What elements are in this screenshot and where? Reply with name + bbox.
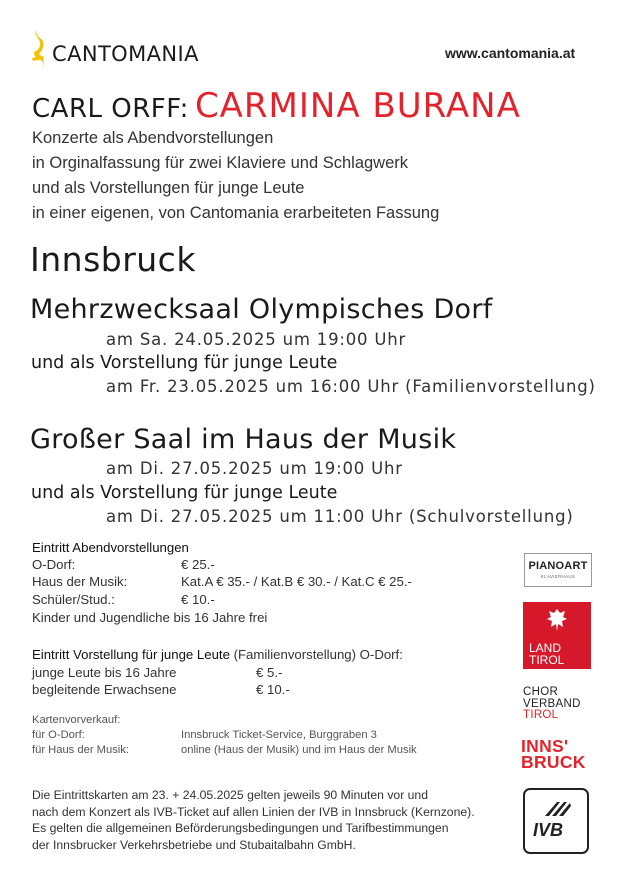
presale-value: online (Haus der Musik) und im Haus der Musik xyxy=(181,744,417,756)
venue-date-main: am Di. 27.05.2025 um 19:00 Uhr xyxy=(106,459,403,478)
ivb-name: IVB xyxy=(533,820,564,840)
chorverband-tirol-logo xyxy=(523,687,581,722)
venue-name: Mehrzwecksaal Olympisches Dorf xyxy=(30,294,493,325)
youth-prices-heading-suffix: (Familienvorstellung) O-Dorf: xyxy=(233,647,403,662)
footer-line: nach dem Konzert als IVB-Ticket auf allen Linien der IVB in Innsbruck (Kernzone). xyxy=(32,804,475,819)
title-work: CARMINA BURANA xyxy=(194,86,521,126)
venue-date-main: am Sa. 24.05.2025 um 19:00 Uhr xyxy=(106,330,407,349)
evening-prices-heading: Eintritt Abendvorstellungen xyxy=(32,540,189,555)
intro-line: in einer eigenen, von Cantomania erarbeiteten Fassung xyxy=(32,204,440,222)
price-value: € 25.- xyxy=(181,557,215,572)
pianoart-sub: KLAVIERHAUS xyxy=(540,574,576,579)
cantomania-logo xyxy=(30,28,240,70)
tirol-line2: TIROL xyxy=(529,653,565,667)
intro-line: und als Vorstellungen für junge Leute xyxy=(32,179,305,197)
price-value: € 10.- xyxy=(256,682,290,697)
intro-text xyxy=(32,126,439,226)
tirol-eagle-icon xyxy=(545,607,569,633)
tirol-line1: LAND xyxy=(529,641,562,655)
footer-line: Die Eintrittskarten am 23. + 24.05.2025 gelten jeweils 90 Minuten vor und xyxy=(32,788,428,802)
presale-label: für Haus der Musik: xyxy=(32,744,129,756)
presale-heading: Kartenvorverkauf: xyxy=(32,714,121,726)
price-note: Kinder und Jugendliche bis 16 Jahre frei xyxy=(32,610,268,625)
chor-line1: CHOR xyxy=(523,686,559,698)
venue-name: Großer Saal im Haus der Musik xyxy=(30,424,457,455)
cantomania-flame-icon xyxy=(30,28,52,74)
price-label: junge Leute bis 16 Jahre xyxy=(32,665,177,680)
youth-prices-heading xyxy=(32,647,403,662)
chor-line3: TIROL xyxy=(523,709,559,721)
price-label: Schüler/Stud.: xyxy=(32,592,115,607)
innsbruck-line1: INNS' xyxy=(521,736,569,756)
venue-youth-heading: und als Vorstellung für junge Leute xyxy=(31,353,338,373)
presale-value: Innsbruck Ticket-Service, Burggraben 3 xyxy=(181,729,377,741)
price-value: € 10.- xyxy=(181,592,215,607)
innsbruck-line2: BRUCK xyxy=(521,752,586,772)
website-link[interactable]: www.cantomania.at xyxy=(445,45,576,61)
price-label: begleitende Erwachsene xyxy=(32,682,177,697)
title-composer: CARL ORFF: xyxy=(32,94,189,124)
price-label: O-Dorf: xyxy=(32,557,76,572)
footer-line: Es gelten die allgemeinen Beförderungsbedingungen und Tarifbestimmungen xyxy=(32,821,449,835)
city-heading: Innsbruck xyxy=(30,240,196,279)
pianoart-logo xyxy=(524,553,592,587)
venue-date-youth: am Di. 27.05.2025 um 11:00 Uhr (Schulvorstellung) xyxy=(106,507,574,526)
price-label: Haus der Musik: xyxy=(32,574,128,589)
chor-line2: VERBAND xyxy=(523,697,581,710)
innsbruck-logo xyxy=(521,738,586,770)
footer-line: der Innsbrucker Verkehrsbetriebe und Stubaitalbahn GmbH. xyxy=(32,837,356,852)
ticket-transit-note xyxy=(32,787,475,853)
ivb-logo xyxy=(523,788,589,854)
intro-line: in Orginalfassung für zwei Klaviere und Schlagwerk xyxy=(32,154,409,172)
venue-date-youth: am Fr. 23.05.2025 um 16:00 Uhr (Familienvorstellung) xyxy=(106,377,596,396)
page-title xyxy=(32,86,521,126)
land-tirol-logo xyxy=(523,602,591,669)
youth-prices-heading-main: Eintritt Vorstellung für junge Leute xyxy=(32,647,230,662)
presale-label: für O-Dorf: xyxy=(32,729,85,741)
price-value: Kat.A € 35.- / Kat.B € 30.- / Kat.C € 25.- xyxy=(181,574,412,589)
ivb-swoosh-icon xyxy=(543,798,573,818)
pianoart-name: PIANOART xyxy=(528,560,588,572)
venue-youth-heading: und als Vorstellung für junge Leute xyxy=(31,483,338,503)
logo-text: CANTOMANIA xyxy=(52,42,199,66)
price-value: € 5.- xyxy=(256,665,283,680)
intro-line: Konzerte als Abendvorstellungen xyxy=(32,129,274,147)
